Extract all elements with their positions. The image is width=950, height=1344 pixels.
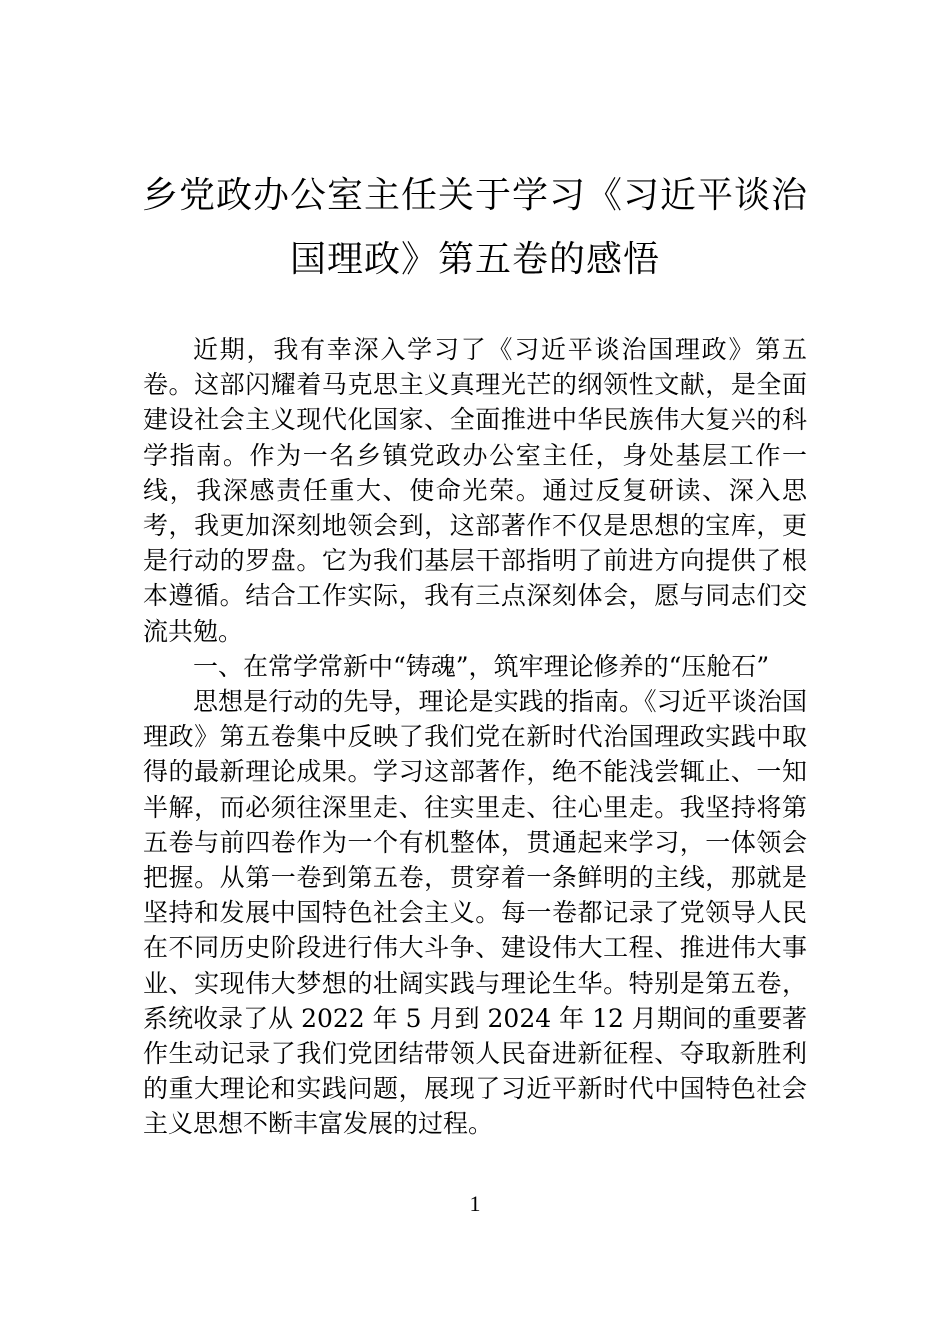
paragraph-intro: 近期，我有幸深入学习了《习近平谈治国理政》第五卷。这部闪耀着马克思主义真理光芒的纲领性文献，是全面建设社会主义现代化国家、全面推进中华民族伟大复兴的科学指南。作为一名乡镇党政办公室主任，身处基层工作一线，我深感责任重大、使命光荣。通过反复研读、深入思考，我更加深刻地领会到，这部著作不仅是思想的宝库，更是行动的罗盘。它为我们基层干部指明了前进方向提供了根本遵循。结合工作实际，我有三点深刻体会，愿与同志们交流共勉。 [143, 335, 807, 646]
title-line-2: 国理政》第五卷的感悟 [289, 239, 660, 280]
title-line-1: 乡党政办公室主任关于学习《习近平谈治 [141, 175, 808, 216]
page-number: 1 [469, 1191, 481, 1216]
document-title [140, 164, 810, 292]
paragraph-section-1: 思想是行动的先导，理论是实践的指南。《习近平谈治国理政》第五卷集中反映了我们党在新时代治国理政实践中取得的最新理论成果。学习这部著作，绝不能浅尝辄止、一知半解，而必须往深里走、往实里走、往心里走。我坚持将第五卷与前四卷作为一个有机整体，贯通起来学习，一体领会把握。从第一卷到第五卷，贯穿着一条鲜明的主线，那就是坚持和发展中国特色社会主义。每一卷都记录了党领导人民在不同历史阶段进行伟大斗争、建设伟大工程、推进伟大事业、实现伟大梦想的壮阔实践与理论生华。特别是第五卷，系统收录了从 2022 年 5 月到 2024 年 12 月期间的重要著作生动记录了我们党团结带领人民奋进新征程、夺取新胜利的重大理论和实践问题，展现了习近平新时代中国特色社会主义思想不断丰富发展的过程。 [143, 687, 807, 1139]
section-heading-1: 一、在常学常新中“铸魂”，筑牢理论修养的“压舱石” [193, 651, 770, 681]
document-body [143, 332, 807, 1142]
